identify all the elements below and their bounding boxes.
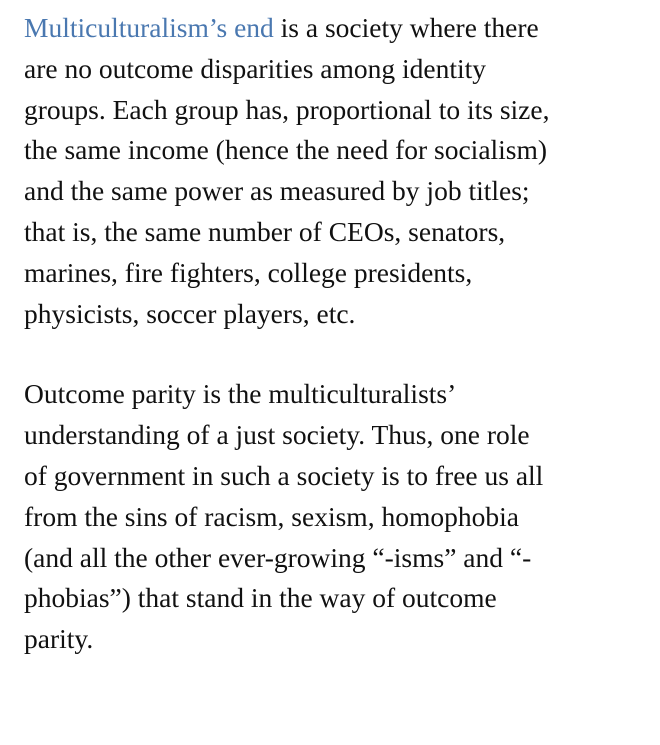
text-line: of government in such a society is to free us all — [24, 459, 544, 491]
text-line: parity. — [24, 623, 94, 655]
text-line — [24, 8, 644, 49]
text-line: the same income (hence the need for socialism) — [24, 134, 548, 166]
text-line-segment: is a society where there — [273, 12, 539, 43]
text-line: physicists, soccer players, etc. — [24, 297, 356, 329]
paragraph-1 — [24, 8, 644, 334]
text-line: are no outcome disparities among identity — [24, 52, 487, 84]
text-line: phobias”) that stand in the way of outcome — [24, 582, 497, 614]
text-line: groups. Each group has, proportional to its size, — [24, 93, 550, 125]
article-body — [24, 8, 644, 660]
text-line: and the same power as measured by job titles; — [24, 175, 530, 207]
text-line: Outcome parity is the multiculturalists’ — [24, 378, 457, 410]
paragraph-2 — [24, 374, 644, 660]
text-line: understanding of a just society. Thus, one role — [24, 419, 530, 451]
text-line: (and all the other ever-growing “-isms” and “- — [24, 541, 532, 573]
text-line: marines, fire fighters, college presidents, — [24, 256, 473, 288]
multiculturalisms-end-link[interactable]: Multiculturalism’s end — [24, 12, 274, 43]
text-line: from the sins of racism, sexism, homophobia — [24, 500, 519, 532]
text-line: that is, the same number of CEOs, senators, — [24, 215, 506, 247]
